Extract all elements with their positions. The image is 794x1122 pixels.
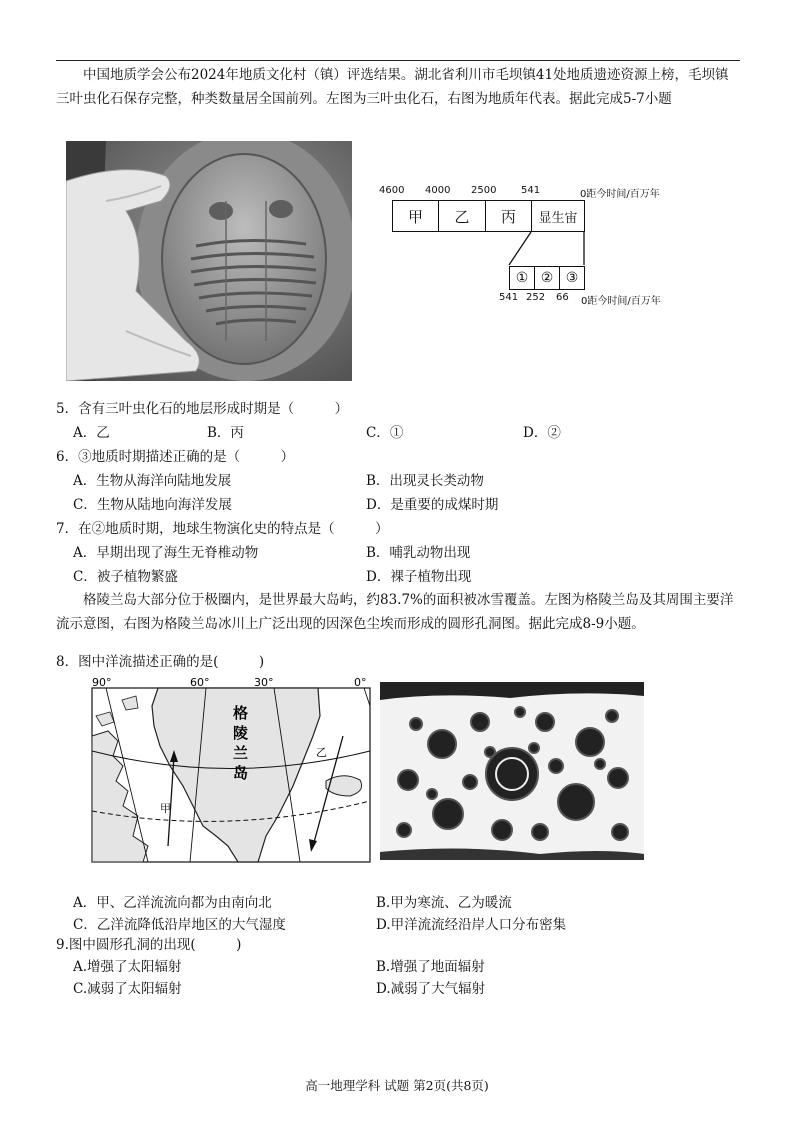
q9-option-a: A.增强了太阳辐射	[73, 959, 182, 975]
greenland-ocean-current-map	[88, 676, 372, 866]
bottom-tick-label: 0距今时间/百万年	[581, 296, 661, 307]
q9-option-c: C.减弱了太阳辐射	[73, 981, 182, 997]
timeline-connector-lines	[500, 231, 590, 267]
question-7-stem: 7．在②地质时期，地球生物演化史的特点是（ ）	[56, 521, 389, 537]
top-tick-label: 541	[521, 185, 541, 196]
trilobite-illustration	[66, 141, 352, 381]
q8-option-a: A．甲、乙洋流流向都为由南向北	[73, 895, 272, 911]
timeline-cell-era-3: ③	[559, 266, 585, 290]
timeline-cell-era-2: ②	[534, 266, 560, 290]
q9-option-b: B.增强了地面辐射	[376, 959, 485, 975]
q8-option-b: B.甲为寒流、乙为暖流	[376, 895, 512, 911]
top-tick-label: 4600	[379, 185, 405, 196]
q6-option-a: A．生物从海洋向陆地发展	[73, 473, 232, 489]
island-label-char: 岛	[233, 764, 249, 782]
q7-option-c: C．被子植物繁盛	[73, 569, 178, 585]
timeline-cell-yi: 乙	[438, 200, 486, 232]
q7-option-d: D．裸子植物出现	[366, 569, 472, 585]
question-8-stem: 8．图中洋流描述正确的是( )	[56, 654, 265, 670]
island-label-char: 兰	[233, 744, 249, 762]
trilobite-fossil-photo	[66, 141, 352, 381]
timeline-cell-phanerozoic: 显生宙	[531, 200, 585, 232]
current-label-jia: 甲	[160, 802, 171, 815]
header-rule	[56, 60, 740, 61]
timeline-cell-jia: 甲	[392, 200, 439, 232]
question-6-stem: 6．③地质时期描述正确的是（ ）	[56, 449, 295, 465]
q8-option-d: D.甲洋流流经沿岸人口分布密集	[376, 917, 567, 933]
q7-option-a: A．早期出现了海生无脊椎动物	[73, 545, 259, 561]
question-9-stem: 9.图中圆形孔洞的出现( )	[56, 937, 242, 953]
q5-option-c: C．①	[366, 425, 404, 441]
island-label-char: 陵	[233, 724, 249, 742]
page-footer: 高一地理学科 试题 第2页(共8页)	[305, 1078, 489, 1093]
lon-label-30: 30°	[254, 676, 274, 689]
island-label-char: 格	[233, 704, 249, 722]
q5-option-a: A．乙	[73, 425, 110, 441]
timeline-cell-bing: 丙	[485, 200, 532, 232]
q5-option-b: B．丙	[207, 425, 244, 441]
ice-holes-illustration	[380, 682, 644, 860]
lon-label-60: 60°	[190, 676, 210, 689]
q6-option-c: C．生物从陆地向海洋发展	[73, 497, 232, 513]
q6-option-b: B．出现灵长类动物	[366, 473, 484, 489]
q6-option-d: D．是重要的成煤时期	[366, 497, 499, 513]
bottom-tick-label: 541	[499, 292, 519, 303]
greenland-map-svg	[88, 676, 372, 866]
lon-label-0: 0°	[354, 676, 367, 689]
bottom-tick-label: 252	[526, 292, 546, 303]
q9-option-d: D.减弱了大气辐射	[376, 981, 486, 997]
q8-option-c: C．乙洋流降低沿岸地区的大气湿度	[73, 917, 286, 933]
glacier-cryoconite-holes-photo	[380, 682, 644, 860]
top-tick-label: 4000	[425, 185, 451, 196]
top-tick-label: 0距今时间/百万年	[580, 189, 660, 200]
q5-option-d: D．②	[523, 425, 561, 441]
current-label-yi: 乙	[316, 746, 327, 759]
q7-option-b: B．哺乳动物出现	[366, 545, 471, 561]
bottom-tick-label: 66	[556, 292, 569, 303]
timeline-cell-era-1: ①	[509, 266, 535, 290]
question-5-stem: 5．含有三叶虫化石的地层形成时期是（ ）	[56, 401, 349, 417]
intro-paragraph-trilobite: 中国地质学会公布2024年地质文化村（镇）评选结果。湖北省利川市毛坝镇41处地质遗迹资源上榜，毛坝镇三叶虫化石保存完整，种类数量居全国前列。左图为三叶虫化石，右图为地质年代表。据此完成5-7小题	[56, 67, 729, 107]
top-tick-label: 2500	[471, 185, 497, 196]
lon-label-90: 90°	[92, 676, 112, 689]
intro-paragraph-greenland: 格陵兰岛大部分位于极圈内，是世界最大岛屿，约83.7%的面积被冰雪覆盖。左图为格陵兰岛及其周围主要洋流示意图，右图为格陵兰岛冰川上广泛出现的因深色尘埃而形成的圆形孔洞图。据此完成8-9小题。	[56, 592, 734, 632]
